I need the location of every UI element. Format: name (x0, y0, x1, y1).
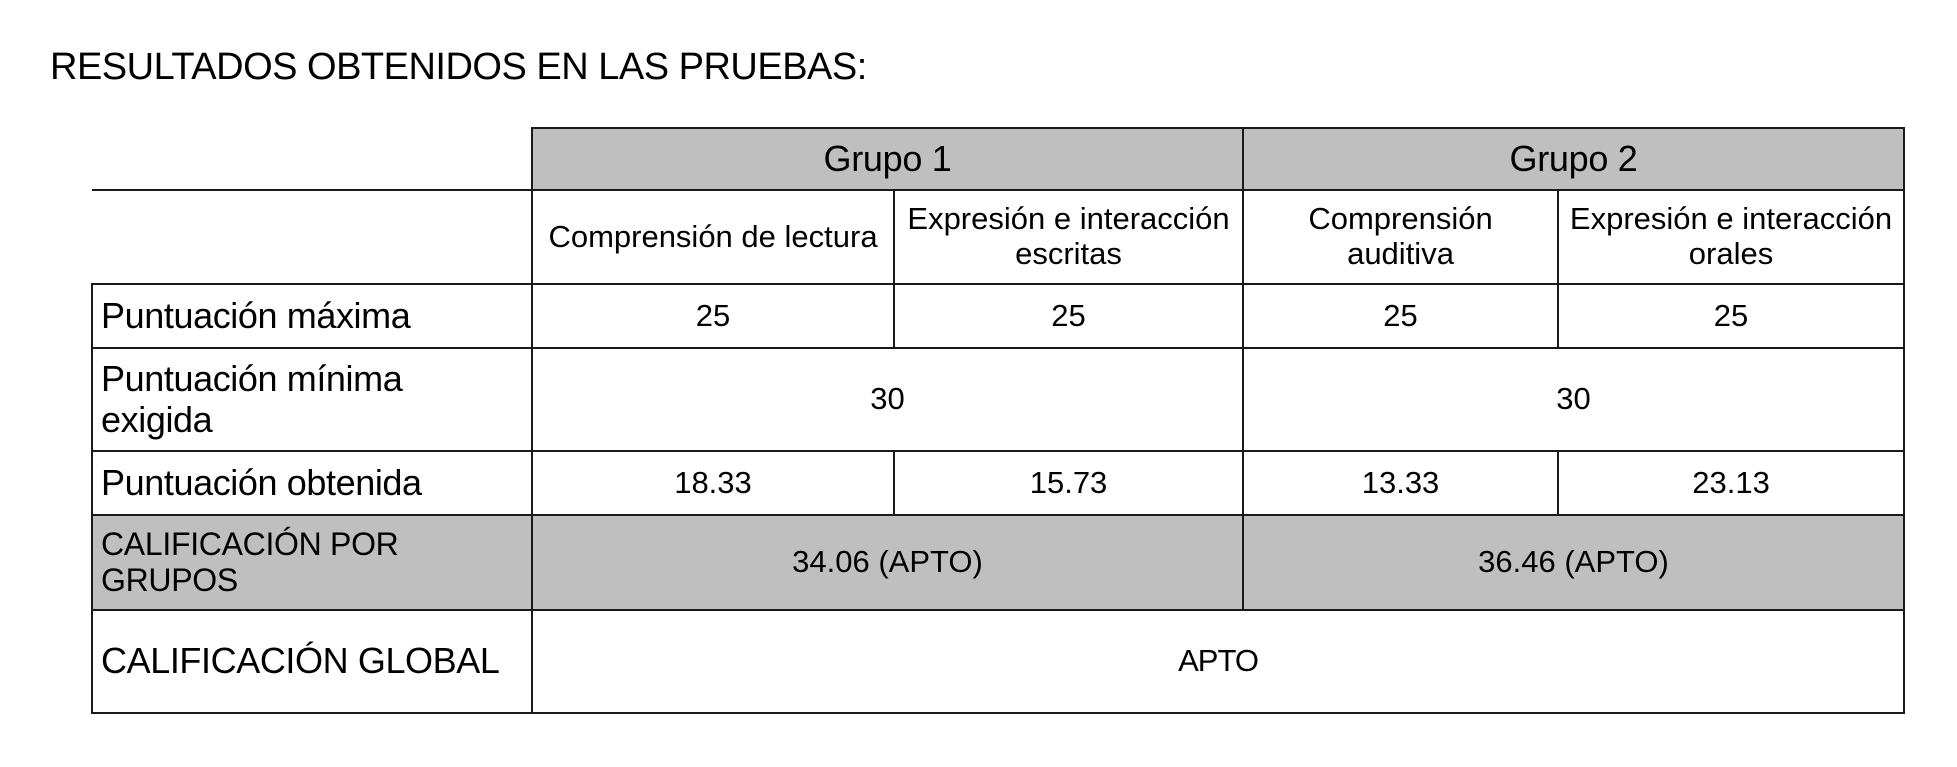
cell-obtained-listening: 13.33 (1243, 451, 1558, 515)
cell-obtained-reading: 18.33 (532, 451, 894, 515)
subheader-oral-expression: Expresión e interacción orales (1558, 190, 1904, 284)
page-title: RESULTADOS OBTENIDOS EN LAS PRUEBAS: (50, 46, 867, 88)
subheader-row (92, 190, 1904, 284)
results-table (91, 127, 1905, 714)
corner-cell (92, 128, 532, 190)
row-label-global-grade: CALIFICACIÓN GLOBAL (92, 610, 532, 713)
corner-cell (92, 190, 532, 284)
subheader-listening-comprehension: Comprensión auditiva (1243, 190, 1558, 284)
subheader-reading-comprehension: Comprensión de lectura (532, 190, 894, 284)
subheader-written-expression: Expresión e interacción escritas (894, 190, 1243, 284)
cell-obtained-written: 15.73 (894, 451, 1243, 515)
cell-grade-group-2: 36.46 (APTO) (1243, 515, 1904, 610)
row-label-obtained: Puntuación obtenida (92, 451, 532, 515)
cell-obtained-oral: 23.13 (1558, 451, 1904, 515)
row-label-min-required: Puntuación mínima exigida (92, 348, 532, 451)
cell-global-grade: APTO (532, 610, 1904, 713)
group-1-header: Grupo 1 (532, 128, 1243, 190)
group-header-row (92, 128, 1904, 190)
cell-min-group-2: 30 (1243, 348, 1904, 451)
cell-grade-group-1: 34.06 (APTO) (532, 515, 1243, 610)
cell-max-listening: 25 (1243, 284, 1558, 348)
group-2-header: Grupo 2 (1243, 128, 1904, 190)
table-row-global-grade (92, 610, 1904, 713)
table-row-max-score (92, 284, 1904, 348)
table-row-obtained (92, 451, 1904, 515)
table-row-group-grade (92, 515, 1904, 610)
cell-max-oral: 25 (1558, 284, 1904, 348)
cell-min-group-1: 30 (532, 348, 1243, 451)
row-label-group-grade: CALIFICACIÓN POR GRUPOS (92, 515, 532, 610)
row-label-max-score: Puntuación máxima (92, 284, 532, 348)
cell-max-reading: 25 (532, 284, 894, 348)
table-row-min-required (92, 348, 1904, 451)
cell-max-written: 25 (894, 284, 1243, 348)
